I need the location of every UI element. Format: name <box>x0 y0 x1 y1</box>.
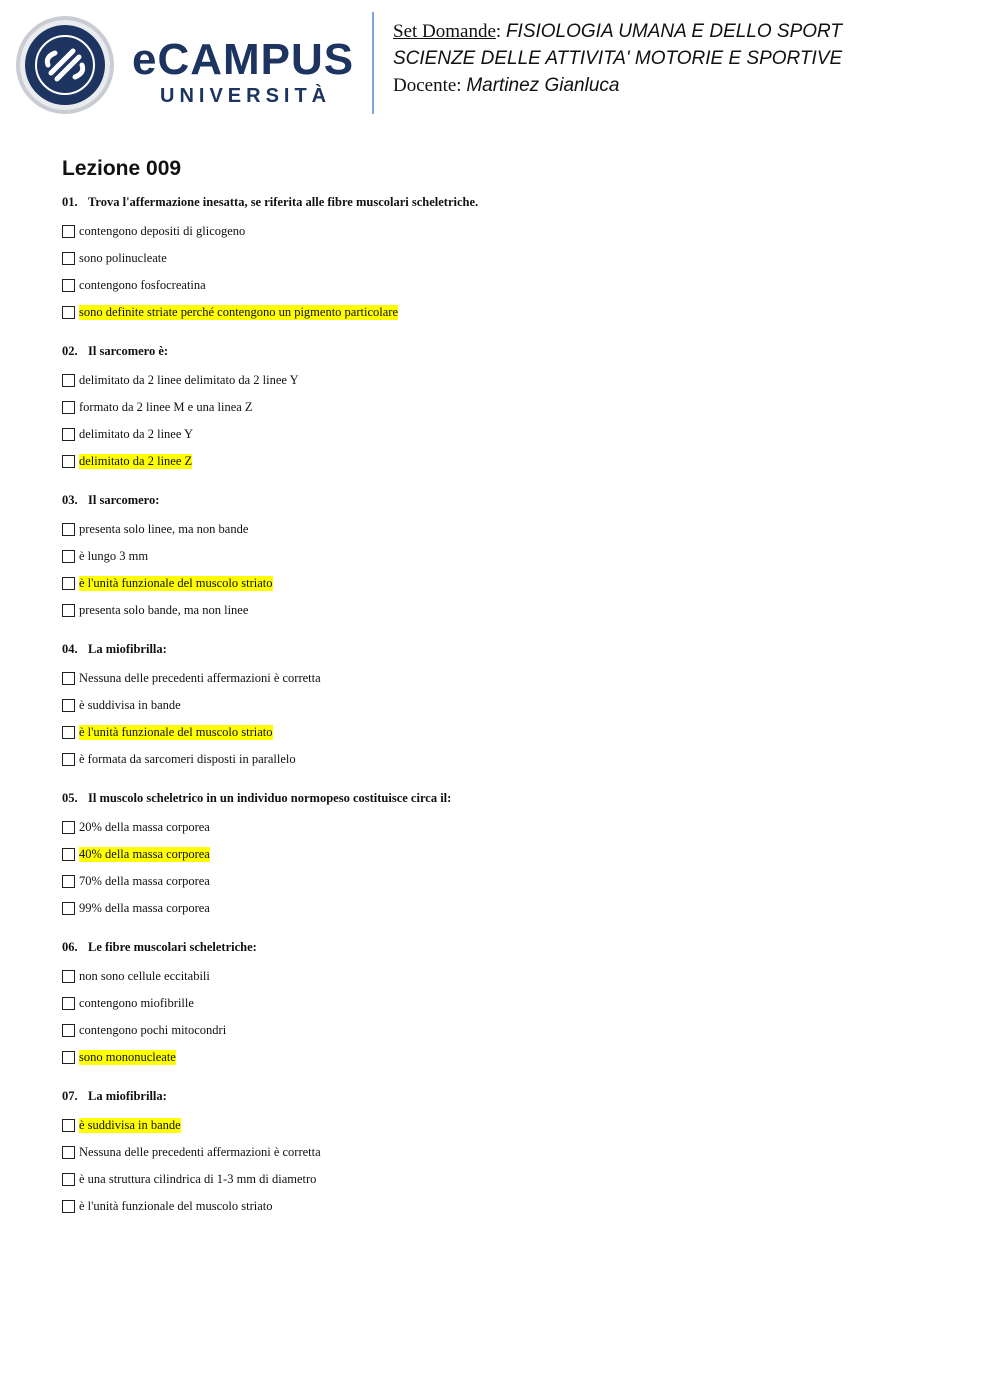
question-block <box>62 1086 962 1220</box>
answer-checkbox[interactable] <box>62 1024 75 1037</box>
answer-text: non sono cellule eccitabili <box>79 969 210 983</box>
question-text <box>62 490 962 510</box>
answer-option[interactable] <box>62 1166 962 1193</box>
question-label: La miofibrilla: <box>88 1089 167 1103</box>
question-label: Il sarcomero è: <box>88 344 169 358</box>
course-title: FISIOLOGIA UMANA E DELLO SPORT <box>505 21 843 42</box>
correct-answer-text: è l'unità funzionale del muscolo striato <box>79 725 273 739</box>
answer-option[interactable] <box>62 814 962 841</box>
answer-checkbox[interactable] <box>62 306 75 319</box>
answer-option[interactable] <box>62 1017 962 1044</box>
answer-option[interactable] <box>62 394 962 421</box>
answer-option[interactable] <box>62 719 962 746</box>
question-number: 06. <box>62 940 78 954</box>
question-label: Le fibre muscolari scheletriche: <box>88 940 257 954</box>
question-block <box>62 192 962 326</box>
answer-text: contengono pochi mitocondri <box>79 1023 227 1037</box>
answer-checkbox[interactable] <box>62 455 75 468</box>
answer-text: è suddivisa in bande <box>79 698 181 712</box>
teacher-label: Docente: <box>393 75 462 96</box>
question-block <box>62 341 962 475</box>
answer-text: delimitato da 2 linee Y <box>79 427 194 441</box>
question-block <box>62 639 962 773</box>
question-number: 07. <box>62 1089 78 1103</box>
question-text <box>62 937 962 957</box>
answer-text: è formata da sarcomeri disposti in parallelo <box>79 752 296 766</box>
answer-text: contengono fosfocreatina <box>79 278 206 292</box>
document-header <box>0 0 1000 125</box>
answer-text: è una struttura cilindrica di 1-3 mm di diametro <box>79 1172 317 1186</box>
question-label: Il muscolo scheletrico in un individuo normopeso costituisce circa il: <box>88 791 452 805</box>
answer-option[interactable] <box>62 367 962 394</box>
answer-option[interactable] <box>62 516 962 543</box>
answer-checkbox[interactable] <box>62 225 75 238</box>
course-line-2 <box>393 45 842 72</box>
correct-answer-text: sono definite striate perché contengono un pigmento particolare <box>79 305 398 319</box>
question-number: 02. <box>62 344 78 358</box>
question-number: 05. <box>62 791 78 805</box>
question-number: 01. <box>62 195 78 209</box>
answer-option[interactable] <box>62 218 962 245</box>
question-text <box>62 1086 962 1106</box>
answer-checkbox[interactable] <box>62 374 75 387</box>
answer-option[interactable] <box>62 448 962 475</box>
question-text <box>62 192 962 212</box>
answer-option[interactable] <box>62 1044 962 1071</box>
set-label: Set Domande <box>393 21 496 42</box>
question-text <box>62 341 962 361</box>
answer-text: 20% della massa corporea <box>79 820 210 834</box>
answer-text: Nessuna delle precedenti affermazioni è corretta <box>79 1145 321 1159</box>
answer-checkbox[interactable] <box>62 1119 75 1132</box>
answer-checkbox[interactable] <box>62 604 75 617</box>
answer-checkbox[interactable] <box>62 875 75 888</box>
answer-text: delimitato da 2 linee delimitato da 2 linee Y <box>79 373 299 387</box>
answer-checkbox[interactable] <box>62 753 75 766</box>
answer-checkbox[interactable] <box>62 821 75 834</box>
answer-text: 99% della massa corporea <box>79 901 210 915</box>
answer-text: è l'unità funzionale del muscolo striato <box>79 1199 273 1213</box>
question-block <box>62 788 962 922</box>
university-logo-text: eCAMPUS <box>132 35 355 84</box>
correct-answer-text: 40% della massa corporea <box>79 847 210 861</box>
answer-option[interactable] <box>62 245 962 272</box>
answer-checkbox[interactable] <box>62 726 75 739</box>
answer-option[interactable] <box>62 692 962 719</box>
question-block <box>62 490 962 624</box>
university-logo-subtext: UNIVERSITÀ <box>160 85 332 107</box>
answer-text: Nessuna delle precedenti affermazioni è corretta <box>79 671 321 685</box>
answer-option[interactable] <box>62 570 962 597</box>
answer-checkbox[interactable] <box>62 401 75 414</box>
question-number: 04. <box>62 642 78 656</box>
teacher-line <box>393 72 842 99</box>
answer-option[interactable] <box>62 665 962 692</box>
question-number: 03. <box>62 493 78 507</box>
answer-option[interactable] <box>62 1193 962 1220</box>
lesson-title: Lezione 009 <box>62 157 182 180</box>
teacher-name: Martinez Gianluca <box>466 75 620 96</box>
answer-option[interactable] <box>62 963 962 990</box>
answer-option[interactable] <box>62 272 962 299</box>
answer-checkbox[interactable] <box>62 1200 75 1213</box>
answer-checkbox[interactable] <box>62 279 75 292</box>
answer-checkbox[interactable] <box>62 672 75 685</box>
answer-text: presenta solo linee, ma non bande <box>79 522 249 536</box>
answer-option[interactable] <box>62 746 962 773</box>
answer-checkbox[interactable] <box>62 997 75 1010</box>
answer-checkbox[interactable] <box>62 902 75 915</box>
answer-checkbox[interactable] <box>62 1146 75 1159</box>
question-block <box>62 937 962 1071</box>
question-text <box>62 639 962 659</box>
answer-option[interactable] <box>62 299 962 326</box>
question-text <box>62 788 962 808</box>
correct-answer-text: delimitato da 2 linee Z <box>79 454 193 468</box>
question-label: La miofibrilla: <box>88 642 167 656</box>
answer-text: contengono depositi di glicogeno <box>79 224 246 238</box>
answer-text: contengono miofibrille <box>79 996 194 1010</box>
course-line-1: Set Domande: FISIOLOGIA UMANA E DELLO SPORT <box>393 21 843 42</box>
answer-option[interactable] <box>62 990 962 1017</box>
answer-text: 70% della massa corporea <box>79 874 210 888</box>
answer-text: formato da 2 linee M e una linea Z <box>79 400 253 414</box>
answer-option[interactable] <box>62 1139 962 1166</box>
answer-checkbox[interactable] <box>62 523 75 536</box>
answer-option[interactable] <box>62 543 962 570</box>
answer-checkbox[interactable] <box>62 970 75 983</box>
answer-checkbox[interactable] <box>62 848 75 861</box>
answer-text: presenta solo bande, ma non linee <box>79 603 249 617</box>
answer-option[interactable] <box>62 868 962 895</box>
answer-option[interactable] <box>62 597 962 624</box>
answer-checkbox[interactable] <box>62 252 75 265</box>
answer-option[interactable] <box>62 841 962 868</box>
correct-answer-text: è l'unità funzionale del muscolo striato <box>79 576 273 590</box>
answer-option[interactable] <box>62 1112 962 1139</box>
course-degree: SCIENZE DELLE ATTIVITA' MOTORIE E SPORTIVE <box>393 48 843 69</box>
answer-checkbox[interactable] <box>62 550 75 563</box>
answer-option[interactable] <box>62 421 962 448</box>
header-divider <box>372 12 374 114</box>
answer-checkbox[interactable] <box>62 577 75 590</box>
answer-checkbox[interactable] <box>62 1173 75 1186</box>
answer-checkbox[interactable] <box>62 428 75 441</box>
question-label: Il sarcomero: <box>88 493 160 507</box>
answer-text: sono polinucleate <box>79 251 167 265</box>
question-list <box>62 192 962 1235</box>
university-emblem-icon <box>15 15 115 115</box>
question-label: Trova l'affermazione inesatta, se riferita alle fibre muscolari scheletriche. <box>88 195 479 209</box>
correct-answer-text: sono mononucleate <box>79 1050 176 1064</box>
answer-checkbox[interactable] <box>62 1051 75 1064</box>
header-info <box>393 18 842 99</box>
correct-answer-text: è suddivisa in bande <box>79 1118 181 1132</box>
answer-checkbox[interactable] <box>62 699 75 712</box>
answer-text: è lungo 3 mm <box>79 549 149 563</box>
answer-option[interactable] <box>62 895 962 922</box>
